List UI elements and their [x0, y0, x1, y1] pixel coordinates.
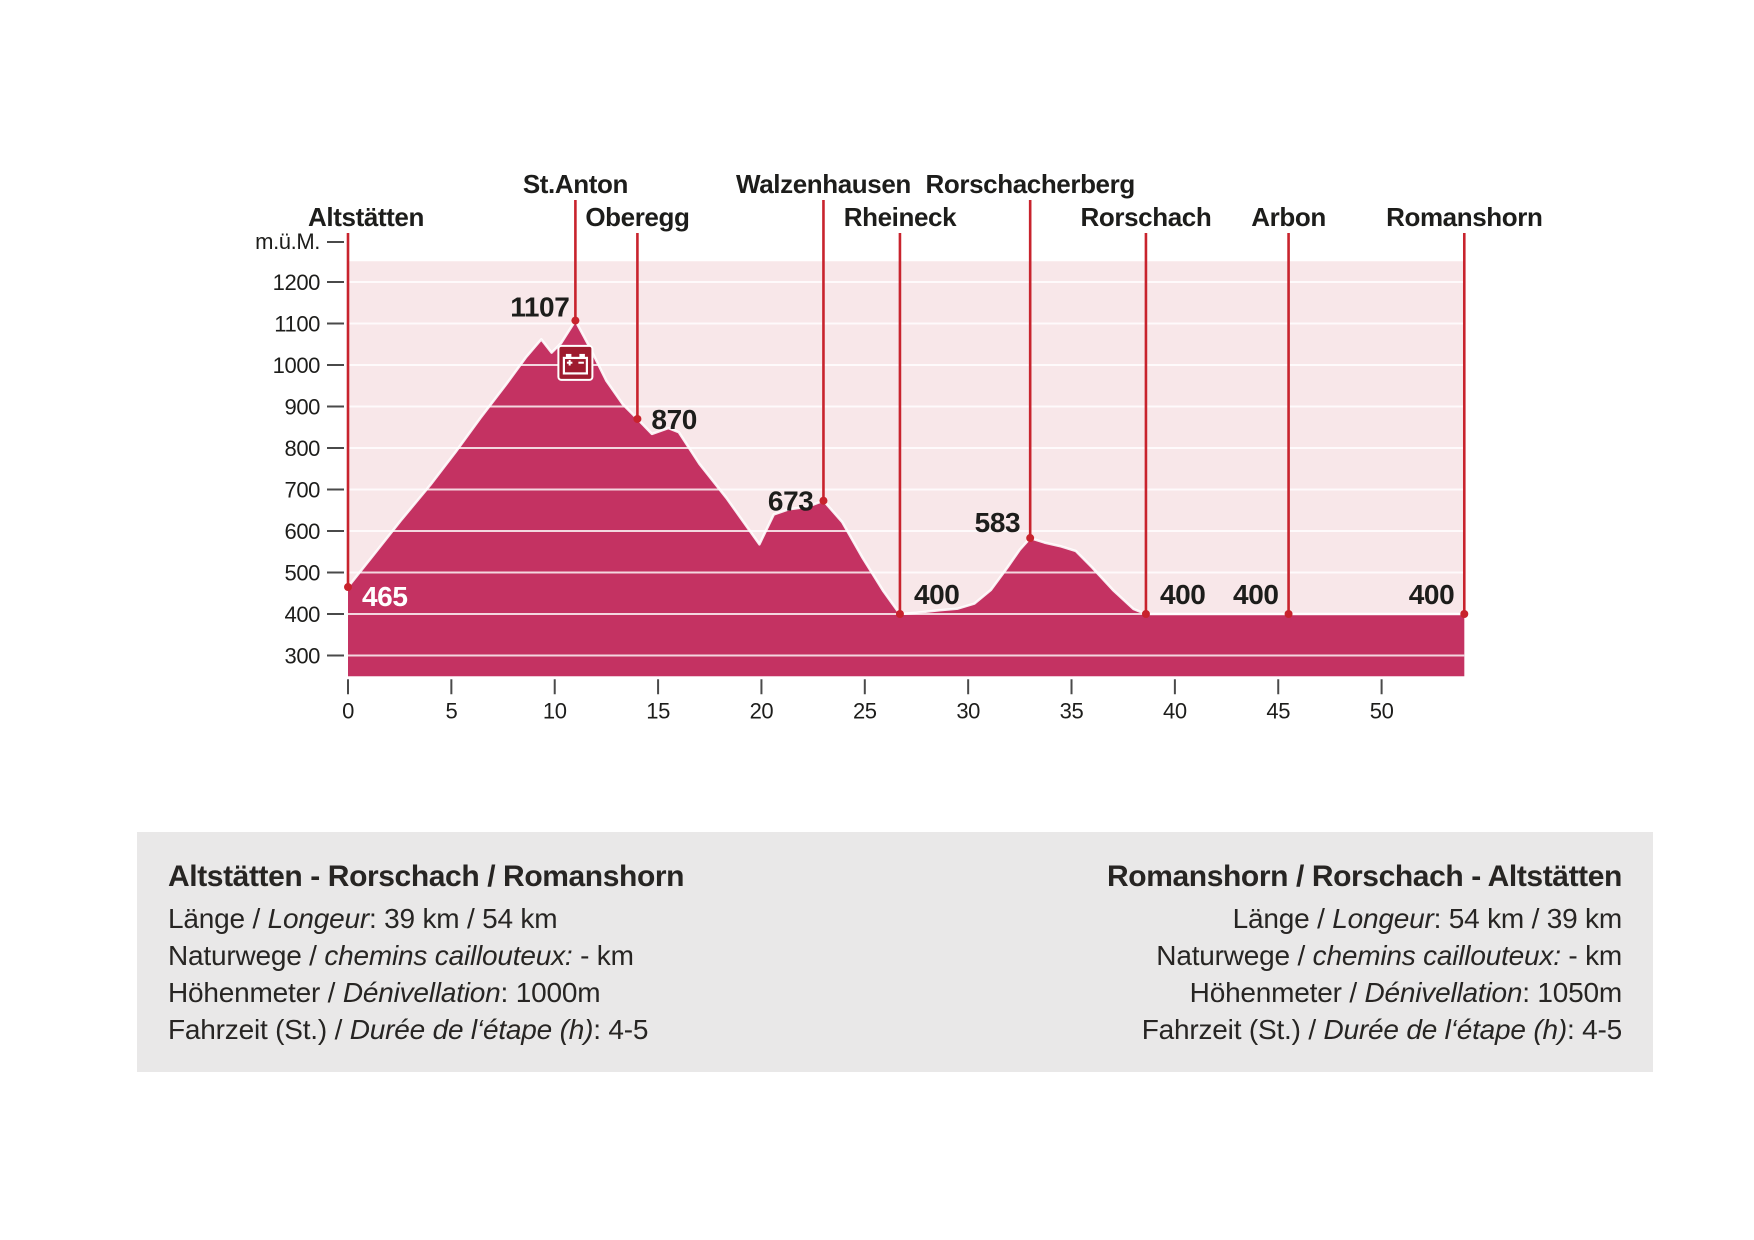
place-label: Walzenhausen	[736, 169, 911, 199]
x-axis-label: 40	[1163, 698, 1187, 724]
route-info-reverse-lines	[1107, 900, 1622, 1048]
route-info-line: Höhenmeter / Dénivellation: 1050m	[1189, 977, 1622, 1008]
route-info-line: Länge / Longeur: 39 km / 54 km	[168, 903, 558, 934]
x-axis-label: 20	[749, 698, 774, 724]
x-axis-label: 25	[852, 698, 877, 724]
place-marker-dot	[896, 610, 904, 618]
route-info-line: Fahrzeit (St.) / Durée de l‘étape (h): 4-5	[1141, 1014, 1622, 1045]
elevation-value-label: 400	[1159, 579, 1206, 610]
y-axis-label: 400	[284, 602, 320, 627]
y-axis-label: 1000	[272, 353, 320, 378]
x-axis-label: 5	[445, 698, 458, 724]
y-axis-label: 600	[284, 519, 320, 544]
y-axis-label: 500	[284, 560, 320, 586]
route-info-line: Höhenmeter / Dénivellation: 1000m	[168, 977, 601, 1008]
place-marker-dot	[819, 497, 827, 505]
elevation-value-label: 673	[767, 485, 814, 517]
elevation-value-label: 583	[974, 507, 1021, 539]
place-marker-dot	[633, 415, 641, 423]
elevation-value-label: 465	[362, 581, 408, 613]
route-info-forward	[168, 858, 684, 1048]
elevation-value-label: 400	[1233, 579, 1279, 610]
place-label: St.Anton	[522, 169, 628, 199]
place-label: Rheineck	[843, 202, 957, 232]
y-axis-label: 300	[284, 643, 320, 669]
y-axis-label: 700	[284, 477, 320, 503]
x-axis-label: 0	[342, 698, 354, 724]
place-marker-dot	[344, 583, 352, 591]
elevation-value-label: 400	[913, 579, 960, 610]
elevation-value-label: 1107	[510, 291, 570, 323]
place-marker-dot	[1142, 610, 1150, 618]
x-axis-label: 10	[542, 698, 567, 724]
route-info-line: Naturwege / chemins caillouteux: - km	[1156, 940, 1622, 971]
y-axis-label: 800	[284, 436, 320, 461]
route-info-line: Fahrzeit (St.) / Durée de l‘étape (h): 4-5	[168, 1014, 649, 1045]
place-label: Romanshorn	[1386, 202, 1543, 232]
x-axis-label: 15	[646, 698, 670, 724]
place-label: Rorschacherberg	[925, 169, 1135, 199]
elevation-value-label: 870	[651, 403, 697, 435]
route-info-reverse	[1107, 858, 1622, 1048]
elevation-value-label: 400	[1408, 579, 1455, 610]
route-info-box	[137, 832, 1653, 1072]
route-info-line: Naturwege / chemins caillouteux: - km	[168, 940, 634, 971]
route-info-line: Länge / Longeur: 54 km / 39 km	[1232, 903, 1622, 934]
place-label: Altstätten	[308, 202, 424, 232]
route-info-forward-lines	[168, 900, 684, 1048]
place-marker-dot	[1285, 610, 1293, 618]
place-label: Rorschach	[1080, 202, 1212, 232]
x-axis-label: 35	[1059, 698, 1084, 724]
place-marker-dot	[1026, 534, 1034, 542]
place-label: Arbon	[1251, 202, 1326, 232]
battery-charging-station-icon	[558, 346, 592, 380]
y-axis-label: 900	[284, 394, 320, 420]
route-title-reverse: Romanshorn / Rorschach - Altstätten	[1107, 860, 1622, 893]
x-axis-label: 45	[1266, 698, 1291, 724]
x-axis-label: 50	[1369, 698, 1394, 724]
y-axis-label: 1200	[272, 270, 320, 295]
x-axis-label: 30	[956, 698, 980, 724]
place-marker-dot	[1460, 610, 1468, 618]
y-axis-label: 1100	[274, 311, 320, 337]
place-label: Oberegg	[585, 202, 690, 232]
place-marker-dot	[571, 317, 579, 325]
y-axis-unit-label: m.ü.M.	[255, 229, 320, 254]
route-title-forward: Altstätten - Rorschach / Romanshorn	[168, 860, 685, 893]
